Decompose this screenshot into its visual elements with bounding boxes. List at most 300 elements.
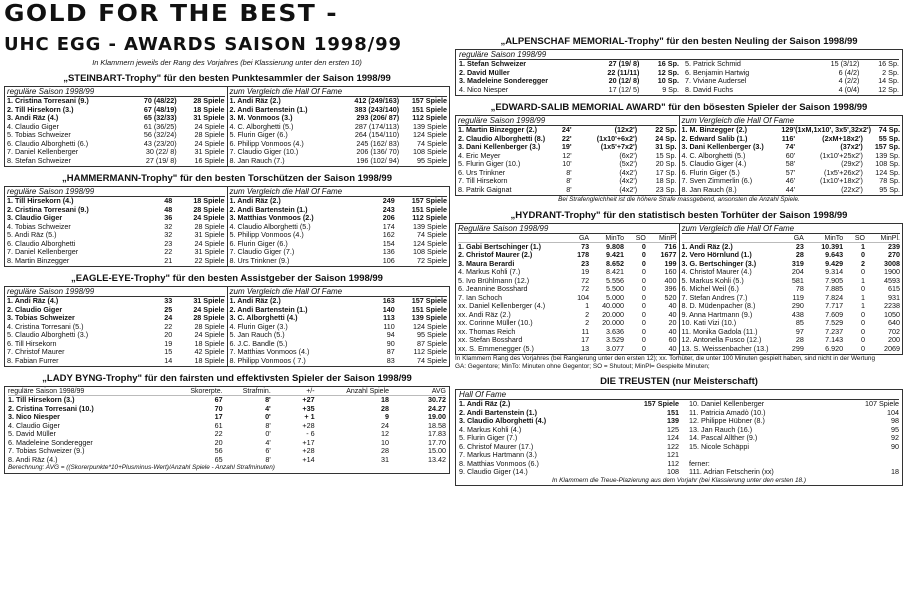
table-cell: 5. Philipp Vonmoos (4.) (229, 230, 304, 239)
table-cell: 7.609 (825, 309, 844, 319)
table-cell: 83 (386, 355, 395, 365)
table-cell: 10. Daniel Kellenberger (688, 399, 765, 408)
table-cell: 106 (382, 255, 395, 265)
table-cell: 28 Spiele (193, 313, 225, 322)
table-cell: 20 (164, 330, 173, 339)
table-cell: 0 (861, 343, 866, 353)
alpenschaf-rows (459, 60, 899, 94)
table-cell: 17 (214, 412, 223, 421)
table-cell: 4. Markus Kohli (4.) (459, 424, 522, 434)
table-cell: 16 Sp. (657, 59, 679, 68)
table-cell: +/- (306, 388, 315, 395)
table-cell: 28 (381, 446, 390, 455)
table-cell: 12. Antonella Fusco (12.) (681, 335, 762, 344)
table-cell: (5x2') (619, 159, 638, 168)
table-cell: 162 (382, 230, 395, 239)
table-cell: 270 (887, 250, 900, 259)
table-row (459, 426, 899, 435)
table-row (7, 357, 225, 366)
table-cell: 383 (243/140) (354, 104, 400, 114)
table-cell: 6. Claudio Alborghetti (7, 238, 76, 248)
table-cell: 0 (641, 241, 646, 251)
table-cell: 22 (214, 429, 223, 438)
table-cell: 112 Spiele (413, 347, 447, 356)
table-cell: 299 (791, 343, 804, 353)
table-cell: 17.83 (427, 429, 446, 438)
table-cell: +35 (302, 403, 315, 413)
table-cell: 5.556 (606, 275, 625, 285)
table-cell: 70 (214, 403, 223, 413)
stats-table (679, 224, 903, 355)
table-cell: 20 Sp. (655, 159, 677, 168)
table-cell: MinPl (658, 234, 677, 242)
table-cell: 124 Spiele (413, 238, 447, 248)
edward-salib-tables (455, 115, 903, 196)
table-cell: 7. Daniel Kellenberger (7, 247, 79, 256)
table-cell: 30 (22/ 8) (145, 147, 177, 156)
table-title: reguläre Saison 1998/99 (7, 87, 225, 97)
table-cell: 18 Spiele (194, 355, 225, 365)
table-cell: 290 (791, 301, 804, 310)
table-cell: 4. Christof Maurer (4.) (681, 267, 752, 276)
table-cell: 21 (164, 255, 173, 265)
table-cell: 0 (861, 267, 866, 276)
table-cell: 11 (581, 326, 590, 336)
table-cell: 22 Spiele (194, 255, 225, 265)
table-cell: 8. Patrik Gaignat (458, 184, 512, 194)
table-cell: 15 (3/12) (830, 59, 860, 68)
table-cell: 139 Spiele (413, 121, 447, 131)
table-cell: 6.920 (825, 343, 844, 353)
table-cell: 7.529 (825, 318, 844, 327)
table-cell: 2069 (883, 343, 900, 353)
table-cell: 8.652 (606, 258, 625, 268)
table-cell: 2. Claudio Giger (7, 304, 63, 314)
treusten-section (455, 376, 903, 486)
table-cell: 67 (48/19) (143, 104, 177, 114)
table-cell: 8. David Fuchs (684, 84, 733, 94)
table-cell: 13 (581, 343, 590, 353)
table-cell: 111. Adrian Fetscherin (xx) (688, 467, 774, 476)
table-cell: 7. Viviane Audersel (684, 76, 747, 85)
table-row (7, 157, 225, 166)
table-cell: AVG (431, 388, 446, 395)
table-cell: 3. Tobias Schweizer (7, 313, 75, 322)
table-cell: 23 (795, 241, 804, 251)
table-cell: 1. Martin Binzegger (2.) (458, 125, 538, 134)
table-cell: 206 (382, 213, 395, 222)
table-cell: 0 (641, 335, 646, 344)
table-cell: 5. Flurin Giger (6.) (229, 130, 288, 139)
table-cell: 2. Vero Hörnlund (1.) (681, 250, 752, 259)
table-cell: 239 (887, 241, 900, 251)
table-cell: 3. Maura Berardi (458, 258, 515, 268)
table-cell: (1x5'+26x2') (823, 167, 863, 177)
table-cell: 287 (174/113) (354, 121, 400, 131)
table-cell: 1. Andi Räz (2.) (229, 196, 281, 205)
table-cell: 7. Christof Maurer (7, 347, 65, 356)
table-cell: 1 (861, 241, 866, 251)
table-cell: 17 Sp. (655, 167, 677, 177)
table-cell: 28 Spiele (193, 96, 225, 105)
stats-table (227, 187, 450, 266)
table-cell: 400 (664, 275, 677, 285)
table-cell: +17 (302, 437, 315, 447)
table-cell: 139 (666, 416, 679, 425)
stats-table (5, 87, 227, 166)
table-cell: 90 (386, 338, 395, 348)
table-cell: 18 (890, 467, 899, 476)
table-cell: 40 (668, 309, 677, 319)
section-title: „LADY BYNG-Trophy" für den fairsten und effektivsten Spieler der Saison 1998/99 (42, 373, 412, 384)
table-cell: 12. Philippe Hübner (8.) (688, 416, 765, 425)
table-cell: 6. Philipp Vonmoos (4.) (229, 138, 304, 148)
table-cell: 157 Spiele (643, 399, 679, 408)
table-cell: 319 (791, 258, 804, 268)
table-cell: 30.72 (427, 395, 446, 404)
table-cell: xx. Daniel Kellenberger (4.) (458, 301, 546, 310)
table-cell: 129' (781, 125, 796, 134)
table-cell: 18 Spiele (193, 196, 225, 205)
table-cell: 20.000 (602, 318, 625, 327)
table-cell: 1 (861, 275, 866, 285)
table-cell: 24 Spiele (194, 121, 225, 131)
table-cell: 0 (861, 326, 866, 336)
table-cell: 6. J.C. Bandle (5.) (229, 338, 288, 348)
table-cell: 5. Tobias Schweizer (7, 130, 71, 139)
table-cell: 0' (265, 429, 271, 438)
table-cell: (29x2') (841, 159, 863, 168)
table-cell: 7.237 (825, 326, 844, 336)
treusten-table (455, 389, 903, 486)
table-cell: 95 Spiele (416, 330, 447, 339)
table-cell: 0 (641, 275, 646, 285)
table-cell: 19' (561, 142, 572, 151)
table-cell: 9 (385, 412, 390, 421)
table-cell: 15.00 (427, 446, 446, 455)
table-title: Hall Of Fame (459, 390, 899, 400)
table-cell: 8. Fabian Furrer (7, 355, 59, 365)
hydrant-note-2: GA: Gegentore; MinTo: Minuten ohne Gegentor; SO = Shutout; MinPl= Gespielte Minuten; (455, 362, 710, 370)
table-cell: 27 (19/ 8) (145, 155, 177, 165)
table-cell: 46' (785, 176, 796, 185)
table-cell: 6. Flurin Giger (5.) (681, 167, 740, 177)
table-cell: 97 (795, 326, 804, 336)
section-title: „HAMMERMANN-Trophy" für den besten Torschützen der Saison 1998/99 (61, 173, 393, 184)
table-cell: 1. Stefan Schweizer (459, 59, 527, 68)
table-cell: 3. Nico Niesper (8, 412, 60, 421)
table-cell: 154 (382, 238, 395, 248)
table-cell: 1. Cristina Torresani (9.) (7, 96, 89, 105)
table-cell: 8' (566, 167, 572, 177)
table-cell: 24 Spiele (194, 138, 225, 148)
table-cell: 0' (265, 412, 271, 421)
table-cell: 0 (641, 267, 646, 276)
table-cell: 3. Claudio Giger (7, 213, 63, 222)
table-cell: 4 (0/4) (838, 84, 860, 94)
table-cell: 8. Stefan Schweizer (7, 155, 71, 165)
table-cell: 7. Ian Schoch (458, 292, 502, 302)
table-row (458, 345, 677, 354)
table-row (458, 186, 677, 195)
table-cell: reguläre Saison 1998/99 (8, 388, 85, 395)
table-cell: 5. Markus Kohli (5.) (681, 275, 744, 285)
table-cell: 5. Patrick Schmid (684, 59, 741, 68)
table-cell: 119 (792, 292, 804, 302)
table-cell: MinPl. (880, 234, 900, 242)
table-cell: 5. Andi Räz (5.) (7, 230, 57, 239)
table-cell: 40 (668, 343, 677, 353)
table-cell: 48 (164, 204, 173, 214)
table-cell: (12x2') (614, 125, 638, 134)
table-cell: 24 Spiele (193, 304, 225, 314)
table-cell: 581 (791, 275, 804, 285)
table-cell: 9. Anna Hartmann (9.) (681, 309, 753, 319)
table-cell: 113 (383, 313, 395, 322)
table-cell: (4x2') (619, 167, 638, 177)
trophy-tables (4, 286, 450, 367)
table-cell: 412 (249/163) (354, 96, 400, 105)
table-cell: 24 Spiele (194, 330, 225, 339)
table-cell: 18 Spiele (194, 338, 225, 348)
table-cell: 67 (214, 395, 223, 404)
table-cell: (1x10'+18x2') (819, 176, 863, 185)
table-cell: 104 (577, 292, 590, 302)
hydrant-note-1: In Klammern Rang des Vorjahres (bei Rangierung unter den ersten 12); xx. Torhüter, die unter 100 Minuten gespielt haben, sind nicht in der Wertung (455, 355, 876, 362)
table-row (7, 257, 225, 266)
table-cell: (4x2') (619, 184, 638, 194)
table-cell: 70 (48/22) (143, 96, 177, 105)
table-cell: 122 (666, 441, 679, 451)
table-cell: 12 Sp. (657, 67, 679, 77)
table-cell: +28 (302, 420, 315, 430)
table-cell: 11. Patricia Amadò (10.) (688, 407, 766, 417)
trophy-section (4, 273, 450, 367)
table-cell: 27 (19/ 8) (608, 59, 640, 68)
table-cell: 33 (164, 296, 173, 305)
table-cell: 36 (164, 213, 173, 222)
table-cell: GA (578, 234, 590, 242)
table-cell: 72 (581, 275, 590, 285)
table-cell: 200 (887, 335, 900, 344)
table-cell: (37x2') (840, 142, 863, 151)
table-cell: 178 (577, 250, 590, 259)
table-cell: 28 (381, 403, 390, 413)
table-cell: 108 Sp. (875, 159, 900, 168)
table-title: zum Vergleich die Hall Of Fame (682, 116, 901, 126)
table-cell: 65 (32/33) (143, 113, 177, 122)
table-cell: 20.000 (602, 309, 625, 319)
lady-byng-table (4, 386, 450, 474)
table-cell: 3. G. Bertschinger (3.) (681, 258, 757, 268)
table-cell: 2. Andi Bartenstein (1.) (229, 104, 308, 114)
table-cell: 13. S. Weissenbacher (13.) (681, 343, 769, 353)
right-column (455, 36, 903, 492)
table-cell: 702 (887, 326, 900, 336)
table-cell (682, 234, 783, 242)
table-cell: 9 Sp. (662, 84, 679, 94)
edward-salib-note: Bei Strafengleichheit ist die höhere Strafe massgebend, ansonsten die Anzahl Spiele. (558, 196, 800, 203)
table-cell: 22 (164, 321, 173, 331)
treusten-note: In Klammern die Treue-Plazierung aus dem Vorjahr (bei Klassierung unter den ersten 18.) (552, 476, 806, 484)
table-row (459, 60, 899, 69)
table-cell: (1x5'+7x2') (600, 142, 638, 151)
table-cell: 640 (887, 318, 900, 327)
table-cell: 1 (861, 292, 866, 302)
table-cell: 28 Spiele (193, 204, 225, 214)
table-cell: 12 (381, 429, 390, 438)
table-cell: 4. Tobias Schweizer (7, 221, 71, 231)
table-cell: 1. M. Binzegger (2.) (681, 125, 747, 134)
table-cell: Anzahl Spiele (346, 388, 390, 395)
table-cell: 3. Madeleine Sonderegger (459, 76, 549, 85)
table-cell: 1 (585, 301, 590, 310)
table-cell: 74 Spiele (417, 138, 447, 148)
page-subtitle: UHC EGG - AWARDS SAISON 1998/99 (4, 34, 402, 55)
table-cell: (1x10'+25x2') (819, 150, 863, 160)
table-cell: 136 (382, 247, 395, 256)
table-cell: MinTo (605, 234, 625, 242)
table-cell: 9.643 (825, 250, 844, 259)
table-cell: +28 (302, 446, 315, 455)
table-cell: 18 Spiele (193, 104, 225, 114)
table-cell: 2 Sp. (882, 67, 899, 77)
table-cell: 42 Spiele (194, 347, 225, 356)
table-cell: 17.70 (427, 437, 446, 447)
table-cell: Strafmin. (242, 388, 271, 395)
table-row (8, 405, 446, 414)
table-cell: 2. Andi Bartenstein (1.) (459, 407, 538, 417)
edward-salib-section (455, 102, 903, 204)
table-cell: 108 Spiele (413, 247, 447, 256)
table-cell: 3. Claudio Alborghetti (4.) (459, 416, 547, 425)
table-cell: 28 (795, 250, 804, 259)
table-cell: 24 (381, 420, 390, 430)
table-cell: 3.529 (606, 335, 625, 344)
table-cell: 140 (382, 304, 395, 314)
table-cell: 90 (890, 441, 899, 451)
lady-byng-rows (8, 387, 446, 464)
table-cell: 245 (162/ 83) (356, 138, 400, 148)
table-cell: 110 (383, 321, 395, 331)
table-cell (458, 234, 563, 242)
table-title: zum Vergleich die Hall Of Fame (230, 187, 448, 197)
table-cell: 95 Spiele (417, 155, 447, 165)
table-cell: 124 Sp. (875, 167, 900, 177)
table-cell: 151 (666, 407, 679, 417)
table-cell: 0 (861, 318, 866, 327)
table-cell: xx. S. Emmenegger (5.) (458, 343, 534, 353)
table-cell: 20 (668, 318, 677, 327)
table-cell: 9.808 (606, 241, 625, 251)
table-cell: 121 (666, 450, 679, 459)
table-cell: 55 Sp. (878, 133, 900, 143)
table-cell: 16 Spiele (194, 155, 225, 165)
table-cell: 9.314 (825, 267, 844, 276)
table-title: zum Vergleich die Hall Of Fame (230, 87, 448, 97)
table-cell: (1xM,1x10', 3x5',32x2') (795, 125, 871, 134)
table-cell: 0 (641, 284, 646, 293)
table-cell: 13.42 (427, 454, 446, 464)
section-title: DIE TREUSTEN (nur Meisterschaft) (600, 376, 758, 387)
table-cell: 2. Andi Bartenstein (1.) (229, 304, 308, 314)
table-title: reguläre Saison 1998/99 (459, 50, 899, 60)
table-cell: 157 Spiele (411, 196, 447, 205)
table-cell: (2xM+18x2') (822, 133, 863, 143)
table-cell (846, 451, 899, 460)
table-cell: 4 (2/2) (838, 76, 860, 85)
table-cell: 8. Urs Trinkner (9.) (229, 255, 290, 265)
table-cell: 3. C. Alborghetti (4.) (229, 313, 298, 322)
table-cell: 4. Cristina Torresani (5.) (7, 321, 84, 331)
table-cell: 0 (861, 309, 866, 319)
table-cell: 24.27 (427, 403, 446, 413)
table-cell: 72 Spiele (416, 255, 447, 265)
table-cell: 15 Sp. (655, 150, 677, 160)
left-column (4, 0, 450, 480)
table-cell: 16 Sp. (878, 59, 899, 68)
table-cell: 7.717 (825, 301, 844, 310)
table-cell: + 1 (304, 412, 315, 421)
table-cell: 20 (12/ 8) (608, 76, 640, 85)
table-cell: +14 (302, 454, 315, 464)
table-cell: 7.905 (825, 275, 844, 285)
stats-table (679, 116, 903, 195)
table-cell: 0 (641, 326, 646, 336)
table-cell: 1. Andi Räz (2.) (229, 296, 281, 305)
table-cell: 5.500 (606, 284, 625, 293)
alpenschaf-section (455, 36, 903, 96)
table-cell: 151 Spiele (411, 304, 447, 314)
table-cell: 8.421 (606, 267, 625, 276)
table-cell: (22x2') (841, 184, 863, 194)
table-cell: 48 (164, 196, 173, 205)
table-cell: 8. Martin Binzegger (7, 255, 70, 265)
table-cell: xx. Andi Räz (2.) (458, 309, 511, 319)
stats-table (227, 287, 450, 366)
table-cell: +27 (302, 395, 315, 404)
table-cell: 9. Claudio Giger (14.) (459, 467, 528, 476)
table-cell: 249 (382, 196, 395, 205)
table-cell: 5.000 (606, 292, 625, 302)
table-cell: 4. Nico Niesper (459, 84, 509, 94)
table-cell: 22' (561, 133, 572, 143)
table-cell: (1x10'+6x2') (596, 133, 638, 143)
table-cell: 174 (382, 221, 395, 231)
table-cell: 139 Spiele (413, 221, 447, 231)
hydrant-section (455, 210, 903, 371)
table-cell: 5. Jan Rauch (5.) (229, 330, 285, 339)
table-cell: 0 (861, 250, 866, 259)
table-cell: 23 (164, 238, 173, 248)
table-cell: 5. Flurin Giger (10.) (458, 159, 521, 168)
table-cell: xx. Thomas Reich (458, 326, 516, 336)
table-cell: 78 Sp. (879, 176, 900, 185)
table-cell: 2 (585, 318, 590, 327)
table-cell: 31 Spiele (194, 147, 225, 156)
table-cell: 94 (386, 330, 395, 339)
table-cell: 60 (668, 335, 677, 344)
table-cell: 3.077 (606, 343, 625, 353)
table-cell: 28 Spiele (194, 221, 225, 231)
table-cell: 24 (164, 313, 173, 322)
treusten-rows (459, 400, 899, 477)
table-cell: 0 (641, 343, 646, 353)
stats-table (5, 287, 227, 366)
table-cell: 8' (566, 184, 572, 194)
table-cell: 10 Sp. (657, 76, 679, 85)
table-cell: 5. Claudio Alborghetti (3.) (7, 330, 89, 339)
